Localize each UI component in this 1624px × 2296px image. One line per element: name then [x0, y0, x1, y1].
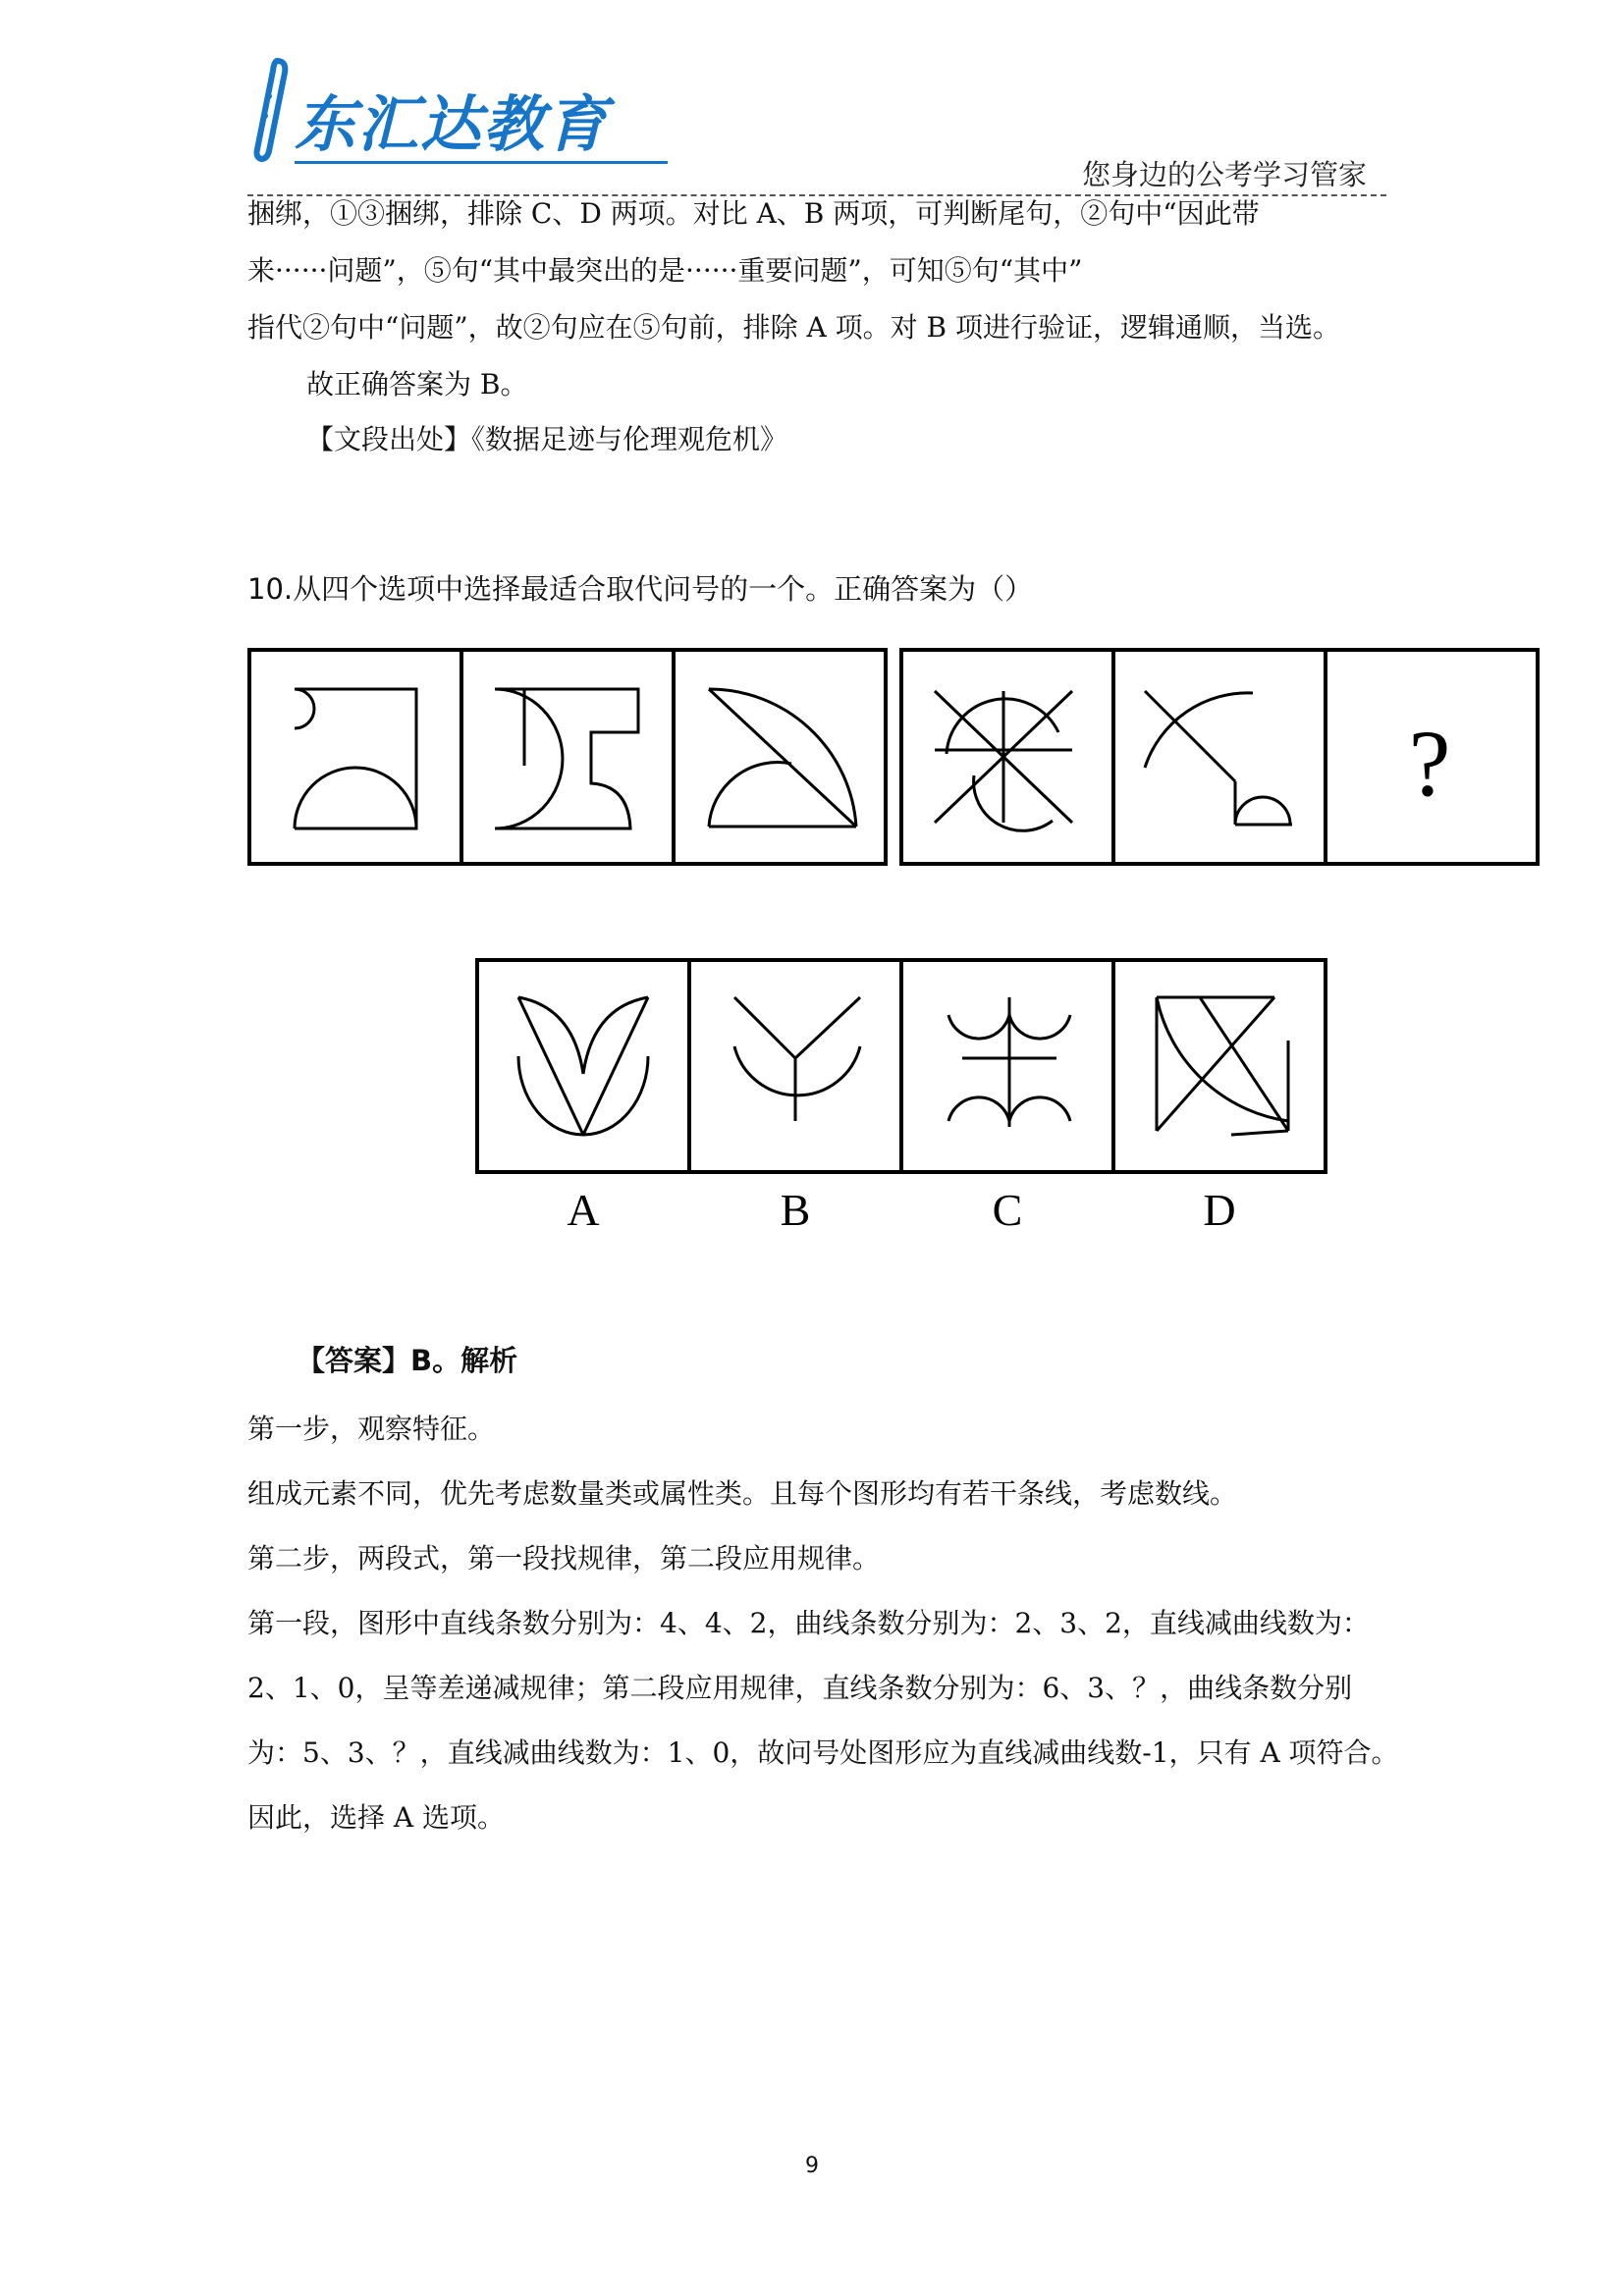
analysis-line-5: 2、1、0，呈等差递减规律；第二段应用规律，直线条数分别为：6、3、？，曲线条数分别 — [247, 1672, 1353, 1704]
analysis-line-2: 组成元素不同，优先考虑数量类或属性类。且每个图形均有若干条线，考虑数线。 — [247, 1477, 1238, 1510]
option-b-figure[interactable] — [734, 997, 860, 1121]
question-figure — [247, 648, 1543, 870]
brand-logo — [247, 57, 670, 165]
analysis-line-3: 第二步，两段式，第一段找规律，第二段应用规律。 — [247, 1542, 881, 1575]
option-label-d[interactable]: D — [1203, 1185, 1236, 1235]
option-c-figure[interactable] — [948, 997, 1070, 1127]
prev-solution-line-4: 故正确答案为 B。 — [306, 368, 528, 400]
analysis-line-6: 为：5、3、？，直线减曲线数为：1、0，故问号处图形应为直线减曲线数-1，只有 A 项符合。 — [247, 1736, 1399, 1769]
figure-3 — [709, 689, 856, 827]
option-d-figure[interactable] — [1157, 997, 1288, 1135]
options-figure — [475, 958, 1329, 1243]
figure-group-1-frame — [249, 650, 886, 864]
prev-solution-line-3: 指代②句中“问题”，故②句应在⑤句前，排除 A 项。对 B 项进行验证，逻辑通顺，当选。 — [247, 311, 1341, 344]
answer-label: 【答案】B。解析 — [297, 1344, 518, 1377]
figure-4 — [935, 691, 1072, 830]
figure-1 — [295, 689, 416, 828]
prev-solution-source: 【文段出处】《数据足迹与伦理观危机》 — [306, 423, 788, 455]
option-a-figure[interactable] — [518, 997, 648, 1135]
logo-underline — [295, 161, 668, 164]
analysis-line-1: 第一步，观察特征。 — [247, 1413, 496, 1445]
prev-solution-line-2: 来······问题”，⑤句“其中最突出的是······重要问题”，可知⑤句“其中” — [247, 254, 1083, 287]
figure-2 — [495, 689, 638, 828]
analysis-line-4: 第一段，图形中直线条数分别为：4、4、2，曲线条数分别为：2、3、2，直线减曲线数为： — [247, 1607, 1370, 1639]
option-label-a[interactable]: A — [567, 1185, 600, 1235]
question-title: 10.从四个选项中选择最适合取代问号的一个。正确答案为（） — [247, 572, 1034, 606]
pen-icon — [247, 57, 297, 165]
logo-text: 东汇达教育 — [295, 88, 610, 160]
prev-solution-line-1: 捆绑，①③捆绑，排除 C、D 两项。对比 A、B 两项，可判断尾句，②句中“因此带 — [247, 197, 1260, 230]
question-mark: ? — [1408, 711, 1451, 816]
page-number: 9 — [805, 2154, 819, 2178]
figure-5 — [1145, 691, 1292, 825]
analysis-line-7: 因此，选择 A 选项。 — [247, 1801, 506, 1834]
tagline: 您身边的公考学习管家 — [1081, 158, 1367, 191]
option-label-b[interactable]: B — [780, 1185, 811, 1235]
option-label-c[interactable]: C — [992, 1185, 1023, 1235]
